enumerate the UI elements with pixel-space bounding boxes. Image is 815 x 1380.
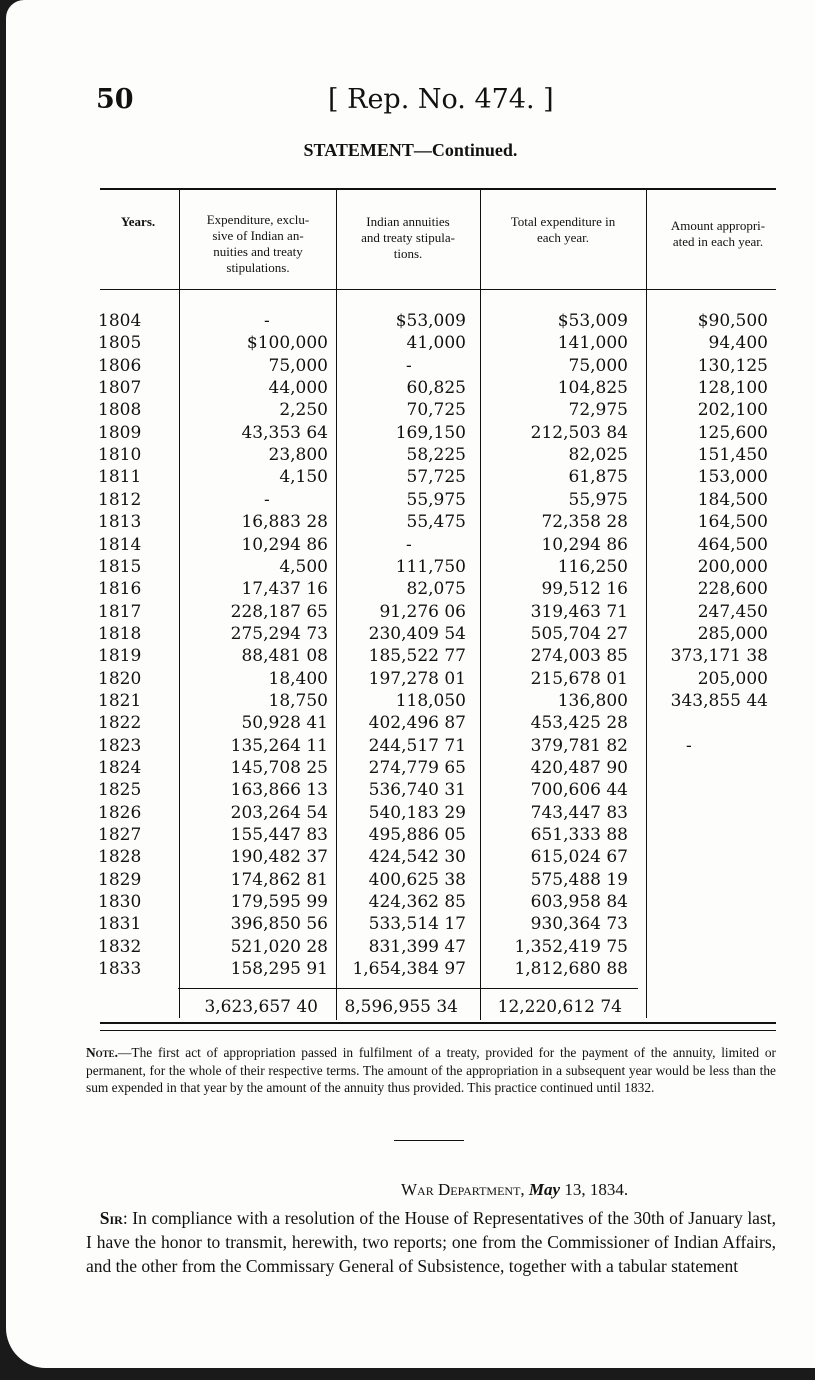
table-cell: 116,250	[557, 556, 628, 577]
table-cell: 72,975	[568, 400, 628, 421]
table-cell: 125,600	[697, 422, 768, 443]
table-cell: 930,364 73	[530, 914, 628, 935]
table-cell: 164,500	[697, 512, 768, 533]
table-cell: 1,812,680 88	[514, 959, 628, 980]
table-cell: 82,075	[406, 579, 466, 600]
section-divider	[394, 1140, 464, 1141]
table-cell: 16,883 28	[241, 512, 328, 533]
table-cell: 230,409 54	[368, 623, 466, 644]
table-cell: -	[686, 735, 692, 756]
page-number: 50	[96, 84, 134, 115]
document-page	[6, 0, 815, 1368]
table-row-year: 1813	[98, 512, 142, 533]
table-top-rule	[100, 188, 776, 190]
table-row-year: 1804	[98, 311, 142, 331]
table-cell: 43,353 64	[241, 422, 328, 443]
table-row-year: 1825	[98, 780, 142, 801]
table-cell: 244,517 71	[368, 735, 466, 756]
table-cell: 197,278 01	[368, 668, 466, 689]
table-cell: 50,928 41	[241, 713, 328, 734]
header-appropriated: Amount appropri- ated in each year.	[670, 218, 766, 249]
table-cell: 402,496 87	[368, 713, 466, 734]
table-cell: 23,800	[268, 445, 328, 466]
table-cell: 215,678 01	[530, 668, 628, 689]
footnote-label: Note.	[86, 1045, 119, 1060]
table-cell: 174,862 81	[230, 869, 328, 890]
table-cell: 533,514 17	[368, 914, 466, 935]
letter-department: War Department,	[401, 1180, 525, 1199]
table-cell: 275,294 73	[230, 623, 328, 644]
table-row-year: 1806	[98, 355, 142, 376]
report-number: [ Rep. No. 474. ]	[328, 84, 554, 115]
table-cell: 495,886 05	[368, 825, 466, 846]
table-cell: 424,542 30	[368, 847, 466, 868]
table-cell: 57,725	[406, 467, 466, 488]
table-row-year: 1816	[98, 579, 142, 600]
table-cell: 202,100	[697, 400, 768, 421]
table-row-year: 1826	[98, 802, 142, 823]
table-cell: 118,050	[395, 690, 466, 711]
header-total: Total expenditure in each year.	[510, 214, 616, 245]
table-cell: 615,024 67	[530, 847, 628, 868]
table-cell: 55,975	[406, 489, 466, 510]
table-cell: -	[264, 489, 270, 510]
table-cell: 396,850 56	[230, 914, 328, 935]
table-cell: 136,800	[557, 690, 628, 711]
table-cell: 379,781 82	[530, 735, 628, 756]
table-cell: 200,000	[697, 556, 768, 577]
header-annuities: Indian annuities and treaty stipula- tions.	[361, 214, 455, 261]
table-row-year: 1830	[98, 892, 142, 913]
table-cell: 70,725	[406, 400, 466, 421]
table-row-year: 1811	[98, 467, 142, 488]
table-cell: 247,450	[697, 601, 768, 622]
letter-dateline	[401, 1180, 628, 1200]
table-cell: 424,362 85	[368, 892, 466, 913]
table-cell: 700,606 44	[530, 780, 628, 801]
table-cell: 55,475	[406, 512, 466, 533]
table-cell: 128,100	[697, 378, 768, 399]
table-cell: 151,450	[697, 445, 768, 466]
table-row-year: 1812	[98, 489, 142, 510]
table-bottom-rule-2	[100, 1030, 776, 1031]
table-row-year: 1815	[98, 556, 142, 577]
letter-body	[86, 1206, 776, 1278]
table-cell: 651,333 88	[530, 825, 628, 846]
table-cell: -	[264, 311, 270, 331]
table-cell: $53,009	[557, 311, 628, 331]
table-cell: 104,825	[557, 378, 628, 399]
table-cell: 94,400	[708, 333, 768, 354]
table-cell: 228,187 65	[230, 601, 328, 622]
statement-title: STATEMENT—Continued.	[303, 140, 518, 160]
header-years: Years.	[120, 214, 156, 229]
table-cell: 4,500	[279, 556, 328, 577]
header-expenditure: Expenditure, exclu- sive of Indian an- nuities and treaty stipulations.	[206, 212, 310, 275]
table-cell: 319,463 71	[530, 601, 628, 622]
table-row-year: 1807	[98, 378, 142, 399]
table-cell: $100,000	[246, 333, 328, 354]
table-cell: 285,000	[697, 623, 768, 644]
table-cell: 420,487 90	[530, 758, 628, 778]
table-cell: 55,975	[568, 489, 628, 510]
table-cell: 2,250	[279, 400, 328, 421]
table-cell: 60,825	[406, 378, 466, 399]
table-cell: 603,958 84	[530, 892, 628, 913]
table-cell: 536,740 31	[368, 780, 466, 801]
table-cell: 505,704 27	[530, 623, 628, 644]
table-cell: 145,708 25	[230, 758, 328, 778]
table-cell: 521,020 28	[230, 936, 328, 957]
table-row-year: 1832	[98, 936, 142, 957]
table-total: 8,596,955 34	[344, 997, 458, 1017]
table-cell: 41,000	[406, 333, 466, 354]
table-cell: -	[406, 355, 412, 376]
footnote	[86, 1044, 776, 1097]
table-cell: 205,000	[697, 668, 768, 689]
table-cell: 212,503 84	[530, 422, 628, 443]
table-cell: 274,003 85	[530, 646, 628, 667]
table-cell: 72,358 28	[541, 512, 628, 533]
table-cell: $53,009	[395, 311, 466, 331]
table-cell: 99,512 16	[541, 579, 628, 600]
table-cell: 453,425 28	[530, 713, 628, 734]
table-row-year: 1810	[98, 445, 142, 466]
table-cell: 373,171 38	[670, 646, 768, 667]
table-cell: 91,276 06	[379, 601, 466, 622]
table-row-year: 1823	[98, 735, 142, 756]
table-cell: 184,500	[697, 489, 768, 510]
table-cell: 141,000	[557, 333, 628, 354]
table-cell: 1,654,384 97	[352, 959, 466, 980]
table-cell: 274,779 65	[368, 758, 466, 778]
table-cell: 575,488 19	[530, 869, 628, 890]
table-cell: 1,352,419 75	[514, 936, 628, 957]
table-cell: 203,264 54	[230, 802, 328, 823]
table-cell: 17,437 16	[241, 579, 328, 600]
table-cell: 88,481 08	[241, 646, 328, 667]
table-cell: 18,400	[268, 668, 328, 689]
table-row-year: 1827	[98, 825, 142, 846]
table-row-year: 1814	[98, 534, 142, 555]
table-cell: 75,000	[568, 355, 628, 376]
table-row-year: 1829	[98, 869, 142, 890]
table-cell: 10,294 86	[541, 534, 628, 555]
table-row-year: 1808	[98, 400, 142, 421]
table-row-year: 1824	[98, 758, 142, 778]
table-row-year: 1822	[98, 713, 142, 734]
table-row-year: 1821	[98, 690, 142, 711]
table-cell: 10,294 86	[241, 534, 328, 555]
table-row-year: 1833	[98, 959, 142, 980]
letter-month: May	[528, 1180, 561, 1199]
table-cell: 44,000	[268, 378, 328, 399]
table-cell: 61,875	[568, 467, 628, 488]
table-row-year: 1831	[98, 914, 142, 935]
letter-day-year: 13, 1834.	[560, 1180, 629, 1199]
table-cell: 179,595 99	[230, 892, 328, 913]
table-cell: 169,150	[395, 422, 466, 443]
table-cell: 153,000	[697, 467, 768, 488]
table-cell: 190,482 37	[230, 847, 328, 868]
table-cell: 155,447 83	[230, 825, 328, 846]
table-cell: 185,522 77	[368, 646, 466, 667]
letter-salutation: Sir	[99, 1208, 123, 1228]
table-row-year: 1828	[98, 847, 142, 868]
table-row-year: 1809	[98, 422, 142, 443]
footnote-text: —The first act of appropriation passed in fulfilment of a treaty, provided for the payment of the annuity, limited or permanent, for the whole of their respective terms. The amount of the appropriation in a subsequent year would be less than the sum expended in that year by the amount of the annuity thus provided. This practice continued until 1832.	[86, 1045, 776, 1095]
table-cell: 831,399 47	[368, 936, 466, 957]
table-cell: 400,625 38	[368, 869, 466, 890]
table-cell: 75,000	[268, 355, 328, 376]
table-cell: 743,447 83	[530, 802, 628, 823]
table-cell: 130,125	[697, 355, 768, 376]
table-row-year: 1817	[98, 601, 142, 622]
table-row-year: 1818	[98, 623, 142, 644]
table-cell: -	[406, 534, 412, 555]
table-cell: 135,264 11	[230, 735, 328, 756]
table-cell: 58,225	[406, 445, 466, 466]
table-bottom-rule	[100, 1022, 776, 1024]
table-cell: 111,750	[395, 556, 466, 577]
table-cell: 4,150	[279, 467, 328, 488]
table-cell: 82,025	[568, 445, 628, 466]
table-cell: 163,866 13	[230, 780, 328, 801]
table-cell: $90,500	[697, 311, 768, 331]
table-cell: 158,295 91	[230, 959, 328, 980]
table-total: 3,623,657 40	[204, 997, 318, 1017]
totals-rule	[178, 988, 638, 989]
table-row-year: 1820	[98, 668, 142, 689]
table-cell: 540,183 29	[368, 802, 466, 823]
table-row-year: 1819	[98, 646, 142, 667]
table-header-rule	[100, 289, 776, 290]
letter-text: : In compliance with a resolution of the House of Representatives of the 30th of January last, I have the honor to transmit, herewith, two reports; one from the Commissioner of Indian Affairs, and the other from the Commissary General of Subsistence, together with a tabular statement	[86, 1208, 776, 1276]
table-cell: 464,500	[697, 534, 768, 555]
table-cell: 343,855 44	[670, 690, 768, 711]
table-cell: 228,600	[697, 579, 768, 600]
table-total: 12,220,612 74	[497, 997, 622, 1017]
table-row-year: 1805	[98, 333, 142, 354]
table-cell: 18,750	[268, 690, 328, 711]
